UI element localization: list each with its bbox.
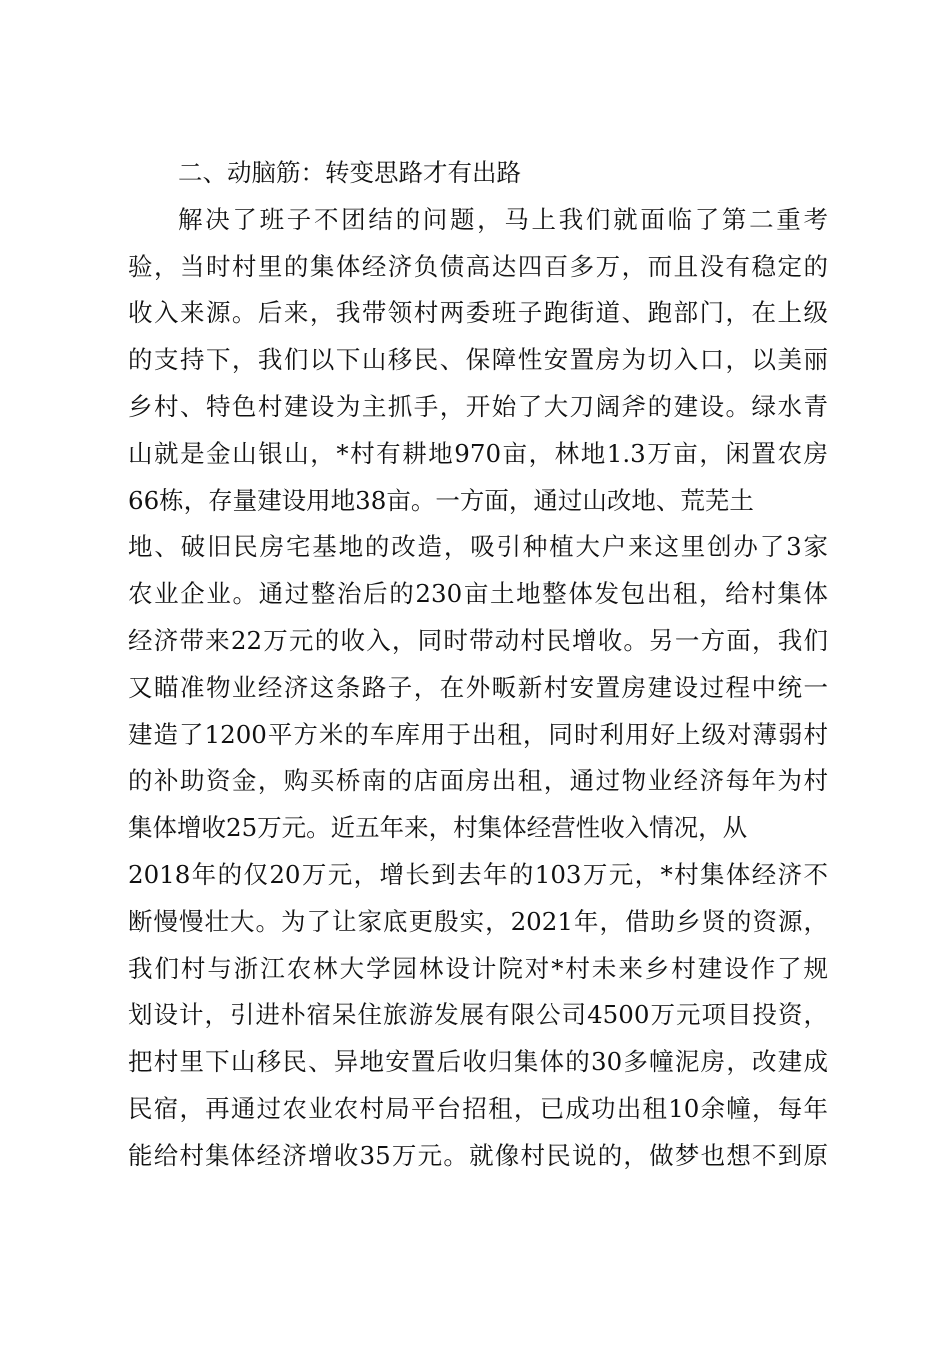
paragraph-line: 能给村集体经济增收35万元。就像村民说的，做梦也想不到原 <box>128 1140 828 1170</box>
paragraph-line: 断慢慢壮大。为了让家底更殷实，2021年，借助乡贤的资源， <box>128 906 828 936</box>
paragraph-line: 又瞄准物业经济这条路子，在外畈新村安置房建设过程中统一 <box>128 672 828 702</box>
paragraph-line: 我们村与浙江农林大学园林设计院对*村未来乡村建设作了规 <box>128 953 828 983</box>
paragraph-line: 经济带来22万元的收入，同时带动村民增收。另一方面，我们 <box>128 625 828 655</box>
paragraph-line: 验，当时村里的集体经济负债高达四百多万，而且没有稳定的 <box>128 251 828 281</box>
section-heading: 二、动脑筋：转变思路才有出路 <box>178 158 521 187</box>
paragraph-line: 的支持下，我们以下山移民、保障性安置房为切入口，以美丽 <box>128 345 828 375</box>
paragraph-line: 的补助资金，购买桥南的店面房出租，通过物业经济每年为村 <box>128 766 828 796</box>
paragraph-line: 山就是金山银山，*村有耕地970亩，林地1.3万亩，闲置农房 <box>128 438 828 468</box>
paragraph-line: 解决了班子不团结的问题，马上我们就面临了第二重考 <box>178 204 828 234</box>
paragraph-line: 建造了1200平方米的车库用于出租，同时利用好上级对薄弱村 <box>128 719 828 749</box>
paragraph-line: 集体增收25万元。近五年来，村集体经营性收入情况，从 <box>128 813 748 843</box>
paragraph-line: 农业企业。通过整治后的230亩土地整体发包出租，给村集体 <box>128 579 828 609</box>
paragraph-line: 把村里下山移民、异地安置后收归集体的30多幢泥房，改建成 <box>128 1047 828 1077</box>
paragraph-line: 收入来源。后来，我带领村两委班子跑街道、跑部门，在上级 <box>128 298 828 328</box>
paragraph-line: 乡村、特色村建设为主抓手，开始了大刀阔斧的建设。绿水青 <box>128 391 828 421</box>
document-body <box>128 150 828 1180</box>
paragraph-line: 地、破旧民房宅基地的改造，吸引种植大户来这里创办了3家 <box>128 532 828 562</box>
paragraph-line: 划设计，引进朴宿呆住旅游发展有限公司4500万元项目投资， <box>128 1000 828 1030</box>
paragraph-line: 66栋，存量建设用地38亩。一方面，通过山改地、荒芜土 <box>128 485 754 515</box>
paragraph-line: 民宿，再通过农业农村局平台招租，已成功出租10余幢，每年 <box>128 1093 828 1123</box>
paragraph-line: 2018年的仅20万元，增长到去年的103万元，*村集体经济不 <box>128 859 828 889</box>
